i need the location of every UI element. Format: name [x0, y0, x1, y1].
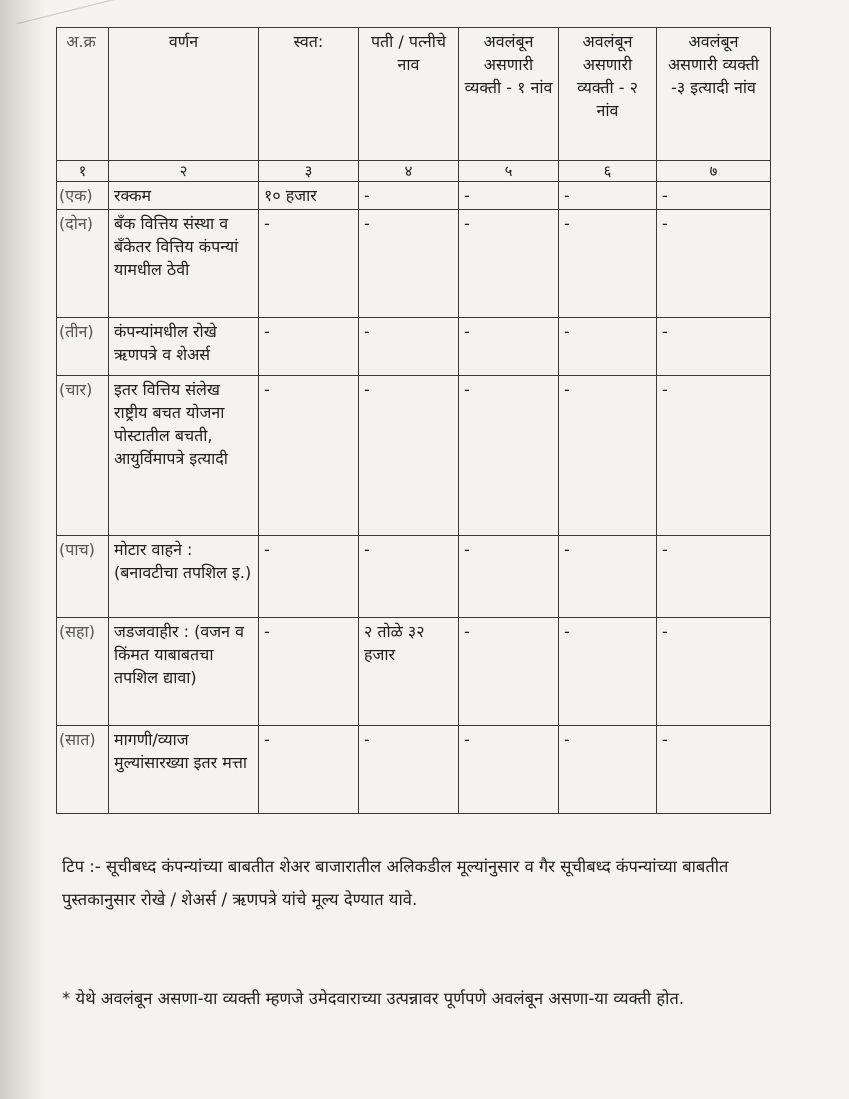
table-row: [57, 618, 771, 726]
header-dependent-1: अवलंबून असणारी व्यक्ती - १ नांव: [459, 28, 559, 161]
row-description: बॅंक वित्तिय संस्था व बॅंकेतर वित्तिय कंपन्यां यामधील ठेवी: [109, 210, 259, 318]
cell-dependent-1: -: [459, 536, 559, 618]
row-serial: (एक): [57, 182, 109, 210]
table-row: [57, 182, 771, 210]
cell-dependent-2: -: [559, 376, 657, 536]
table-row: [57, 536, 771, 618]
cell-dependent-1: -: [459, 618, 559, 726]
header-dependent-3: अवलंबून असणारी व्यक्ती -३ इत्यादी नांव: [657, 28, 771, 161]
cell-dependent-1: -: [459, 726, 559, 814]
cell-self: १० हजार: [259, 182, 359, 210]
cell-dependent-2: -: [559, 182, 657, 210]
cell-dependent-2: -: [559, 318, 657, 376]
cell-spouse: २ तोळे ३२ हजार: [359, 618, 459, 726]
row-description: जडजवाहीर : (वजन व किंमत याबाबतचा तपशिल द्यावा): [109, 618, 259, 726]
column-number: १: [57, 161, 109, 182]
cell-dependent-3: -: [657, 210, 771, 318]
row-serial: (पाच): [57, 536, 109, 618]
column-number: ३: [259, 161, 359, 182]
cell-dependent-1: -: [459, 318, 559, 376]
cell-self: -: [259, 618, 359, 726]
cell-dependent-2: -: [559, 210, 657, 318]
cell-dependent-2: -: [559, 618, 657, 726]
cell-dependent-3: -: [657, 618, 771, 726]
table-row: [57, 210, 771, 318]
header-dependent-2: अवलंबून असणारी व्यक्ती - २ नांव: [559, 28, 657, 161]
tip-note: टिप :- सूचीबध्द कंपन्यांच्या बाबतीत शेअर बाजारातील अलिकडील मूल्यांनुसार व गैर सूचीबध्द कंपन्यांच्या बाबतीत पुस्तकानुसार रोखे / शेअर्स / ऋणपत्रे यांचे मूल्य देण्यात यावे.: [62, 857, 729, 909]
cell-self: -: [259, 318, 359, 376]
cell-dependent-3: -: [657, 726, 771, 814]
column-number: ७: [657, 161, 771, 182]
row-description: मागणी/व्याज मुल्यांसारख्या इतर मत्ता: [109, 726, 259, 814]
header-serial: अ.क्र: [57, 28, 109, 161]
cell-spouse: -: [359, 210, 459, 318]
row-serial: (चार): [57, 376, 109, 536]
cell-spouse: -: [359, 318, 459, 376]
row-serial: (तीन): [57, 318, 109, 376]
cell-dependent-2: -: [559, 726, 657, 814]
header-self: स्वत:: [259, 28, 359, 161]
header-description: वर्णन: [109, 28, 259, 161]
cell-spouse: -: [359, 536, 459, 618]
row-description: इतर वित्तिय संलेख राष्ट्रीय बचत योजना पोस्टातील बचती, आयुर्विमापत्रे इत्यादी: [109, 376, 259, 536]
table-row: [57, 376, 771, 536]
cell-dependent-1: -: [459, 182, 559, 210]
footnote: * येथे अवलंबून असणा-या व्यक्ती म्हणजे उमेदवाराच्या उत्पन्नावर पूर्णपणे अवलंबून असणा-या व्यक्ती होत.: [62, 989, 685, 1008]
column-number: ६: [559, 161, 657, 182]
header-spouse: पती / पत्नीचे नाव: [359, 28, 459, 161]
cell-dependent-3: -: [657, 182, 771, 210]
row-serial: (सहा): [57, 618, 109, 726]
row-serial: (सात): [57, 726, 109, 814]
cell-self: -: [259, 376, 359, 536]
cell-dependent-1: -: [459, 376, 559, 536]
column-number: २: [109, 161, 259, 182]
scanned-page-edge: [0, 0, 46, 1099]
row-serial: (दोन): [57, 210, 109, 318]
cell-dependent-3: -: [657, 318, 771, 376]
column-number: ५: [459, 161, 559, 182]
row-description: मोटार वाहने : (बनावटीचा तपशिल इ.): [109, 536, 259, 618]
table-row: [57, 726, 771, 814]
assets-table: [56, 27, 771, 814]
column-number-row: [57, 161, 771, 182]
header-row: [57, 28, 771, 161]
cell-self: -: [259, 536, 359, 618]
cell-spouse: -: [359, 182, 459, 210]
column-number: ४: [359, 161, 459, 182]
cell-dependent-1: -: [459, 210, 559, 318]
row-description: रक्कम: [109, 182, 259, 210]
cell-dependent-3: -: [657, 536, 771, 618]
row-description: कंपन्यांमधील रोखे ऋणपत्रे व शेअर्स: [109, 318, 259, 376]
cell-spouse: -: [359, 376, 459, 536]
cell-self: -: [259, 726, 359, 814]
cell-dependent-2: -: [559, 536, 657, 618]
cell-dependent-3: -: [657, 376, 771, 536]
cell-self: -: [259, 210, 359, 318]
table-row: [57, 318, 771, 376]
cell-spouse: -: [359, 726, 459, 814]
